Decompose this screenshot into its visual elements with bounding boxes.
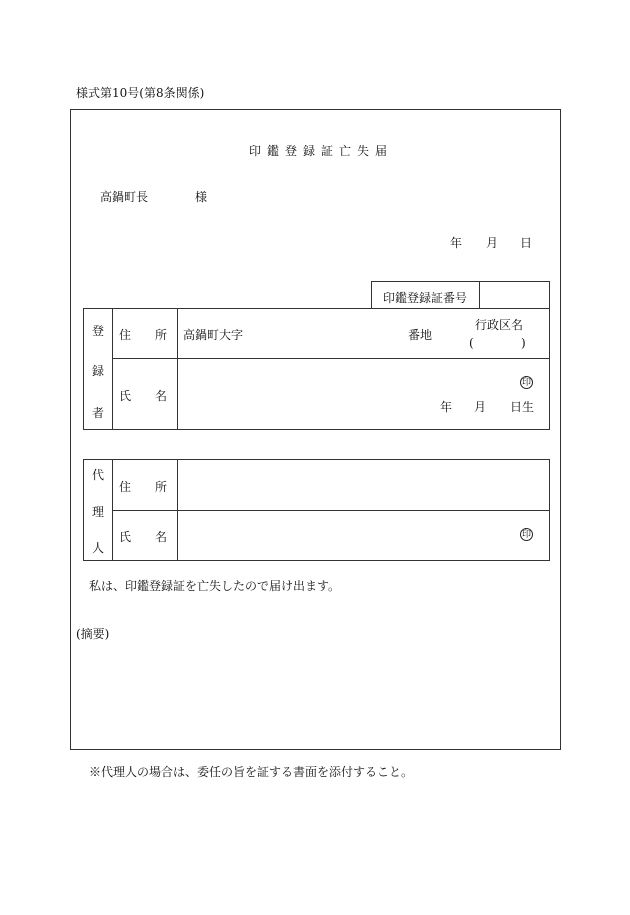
cert-number-label: 印鑑登録証番号 (383, 291, 468, 305)
declaration-text: 私は、印鑑登録証を亡失したので届け出ます。 (89, 579, 341, 593)
date-month: 月 (486, 236, 499, 250)
agent-address-label: 住 所 (119, 480, 168, 494)
registrant-district-paren-close: ) (521, 336, 526, 350)
registrant-birth-day: 日生 (510, 400, 535, 414)
addressee-honorific: 様 (195, 190, 208, 204)
footnote: ※代理人の場合は、委任の旨を証する書面を添付すること。 (89, 765, 414, 779)
registrant-section-char-3: 者 (92, 406, 105, 420)
cert-number-divider (479, 281, 480, 309)
registrant-name-label: 氏 名 (119, 389, 168, 403)
remarks-label: (摘要) (76, 627, 110, 641)
cert-number-value[interactable] (486, 289, 544, 305)
date-day: 日 (520, 236, 533, 250)
registrant-divider-2 (177, 308, 178, 430)
registrant-district-label: 行政区名 (475, 318, 524, 332)
registrant-section-char-2: 録 (92, 364, 105, 378)
registrant-seal-icon: 印 (521, 378, 531, 388)
agent-name-label: 氏 名 (119, 530, 168, 544)
addressee-name: 高鍋町長 (100, 190, 149, 204)
agent-seal-icon: 印 (521, 530, 531, 540)
registrant-district-paren-open: ( (469, 336, 474, 350)
date-year: 年 (450, 236, 463, 250)
form-number: 様式第10号(第8条関係) (76, 86, 205, 100)
registrant-divider-1 (112, 308, 113, 430)
agent-section-char-1: 代 (92, 468, 105, 482)
registrant-row-divider (112, 358, 550, 359)
registrant-birth-month: 月 (474, 400, 487, 414)
form-title: 印鑑登録証亡失届 (249, 144, 394, 158)
agent-section-char-2: 理 (92, 505, 105, 519)
registrant-address-prefix: 高鍋町大字 (183, 328, 244, 342)
registrant-address-label: 住 所 (119, 328, 168, 342)
agent-row-divider (112, 510, 550, 511)
registrant-birth-year: 年 (440, 400, 453, 414)
registrant-address-suffix: 番地 (408, 328, 433, 342)
registrant-section-char-1: 登 (92, 324, 105, 338)
agent-section-char-3: 人 (92, 541, 105, 555)
